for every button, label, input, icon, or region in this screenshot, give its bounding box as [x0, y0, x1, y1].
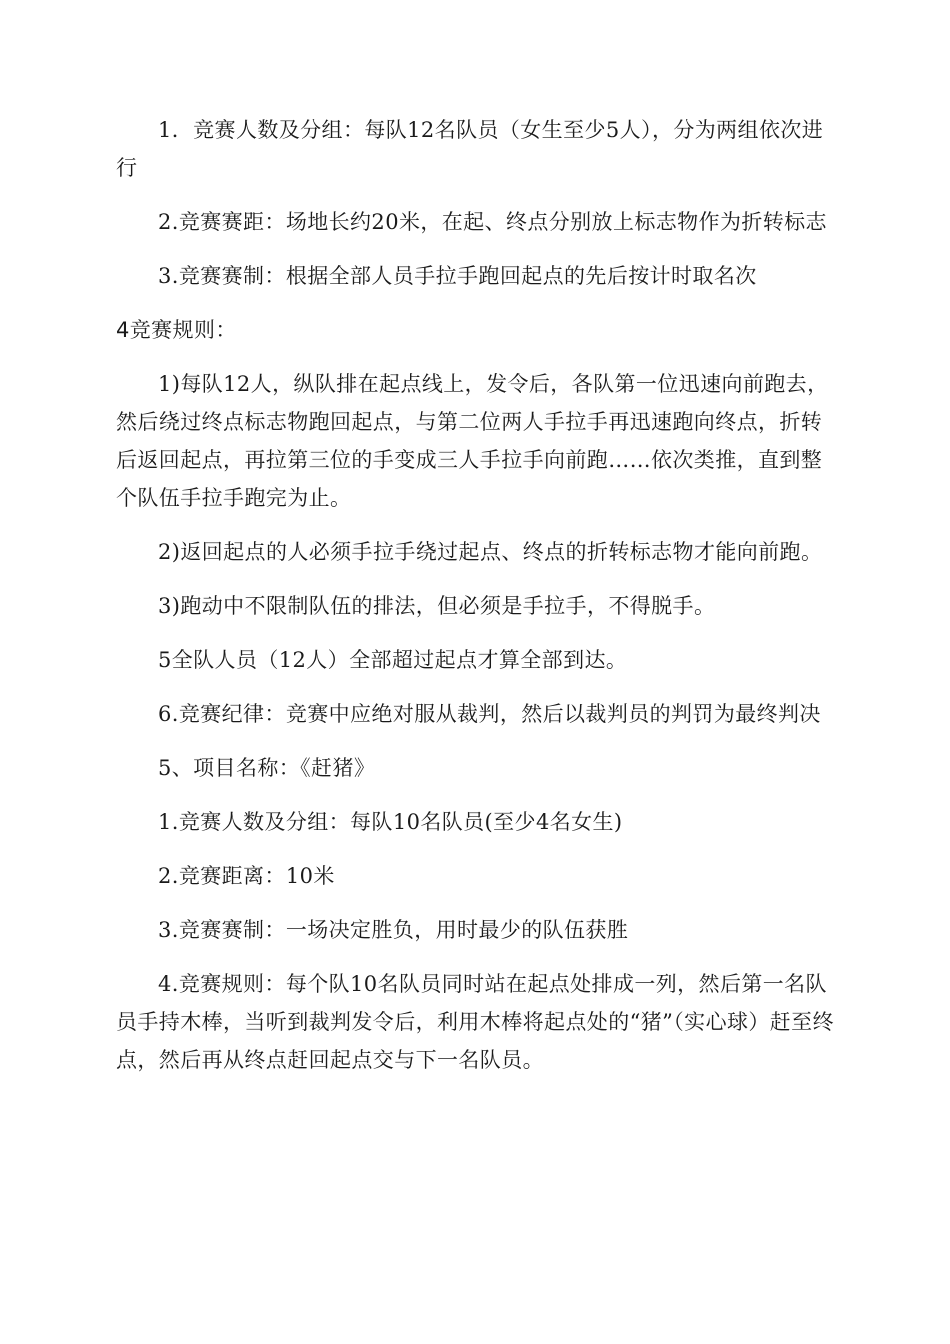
paragraph-rule-1: 1)每队12人，纵队排在起点线上，发令后，各队第一位迅速向前跑去，然后绕过终点标志物跑回起点，与第二位两人手拉手再迅速跑向终点，折转后返回起点，再拉第三位的手变成三人手拉手向前跑……依次类推，直到整个队伍手拉手跑完为止。 [116, 372, 829, 510]
section-heading-rules: 4竞赛规则： [116, 318, 237, 342]
paragraph-rule-2: 2)返回起点的人必须手拉手绕过起点、终点的折转标志物才能向前跑。 [158, 540, 823, 564]
paragraph-pig-format: 3.竞赛赛制：一场决定胜负，用时最少的队伍获胜 [158, 918, 629, 942]
paragraph-pig-team-size: 1.竞赛人数及分组：每队10名队员(至少4名女生) [158, 810, 623, 834]
paragraph-distance: 2.竞赛赛距：场地长约20米，在起、终点分别放上标志物作为折转标志 [158, 210, 827, 234]
paragraph-pig-rules: 4.竞赛规则：每个队10名队员同时站在起点处排成一列，然后第一名队员手持木棒，当听到裁判发令后，利用木棒将起点处的“猪”（实心球）赶至终点，然后再从终点赶回起点交与下一名队员。 [116, 972, 834, 1072]
paragraph-pig-distance: 2.竞赛距离：10米 [158, 864, 335, 888]
paragraph-discipline: 6.竞赛纪律：竞赛中应绝对服从裁判，然后以裁判员的判罚为最终判决 [158, 702, 821, 726]
paragraph-format: 3.竞赛赛制：根据全部人员手拉手跑回起点的先后按计时取名次 [158, 264, 757, 288]
paragraph-team-size: 1．竞赛人数及分组：每队12名队员（女生至少5人），分为两组依次进行 [116, 118, 824, 180]
paragraph-rule-3: 3)跑动中不限制队伍的排法，但必须是手拉手，不得脱手。 [158, 594, 716, 618]
document-body [116, 111, 836, 1095]
paragraph-rule-5: 5全队人员（12人）全部超过起点才算全部到达。 [158, 648, 628, 672]
section-heading-project: 5、项目名称：《赶猪》 [158, 756, 376, 780]
